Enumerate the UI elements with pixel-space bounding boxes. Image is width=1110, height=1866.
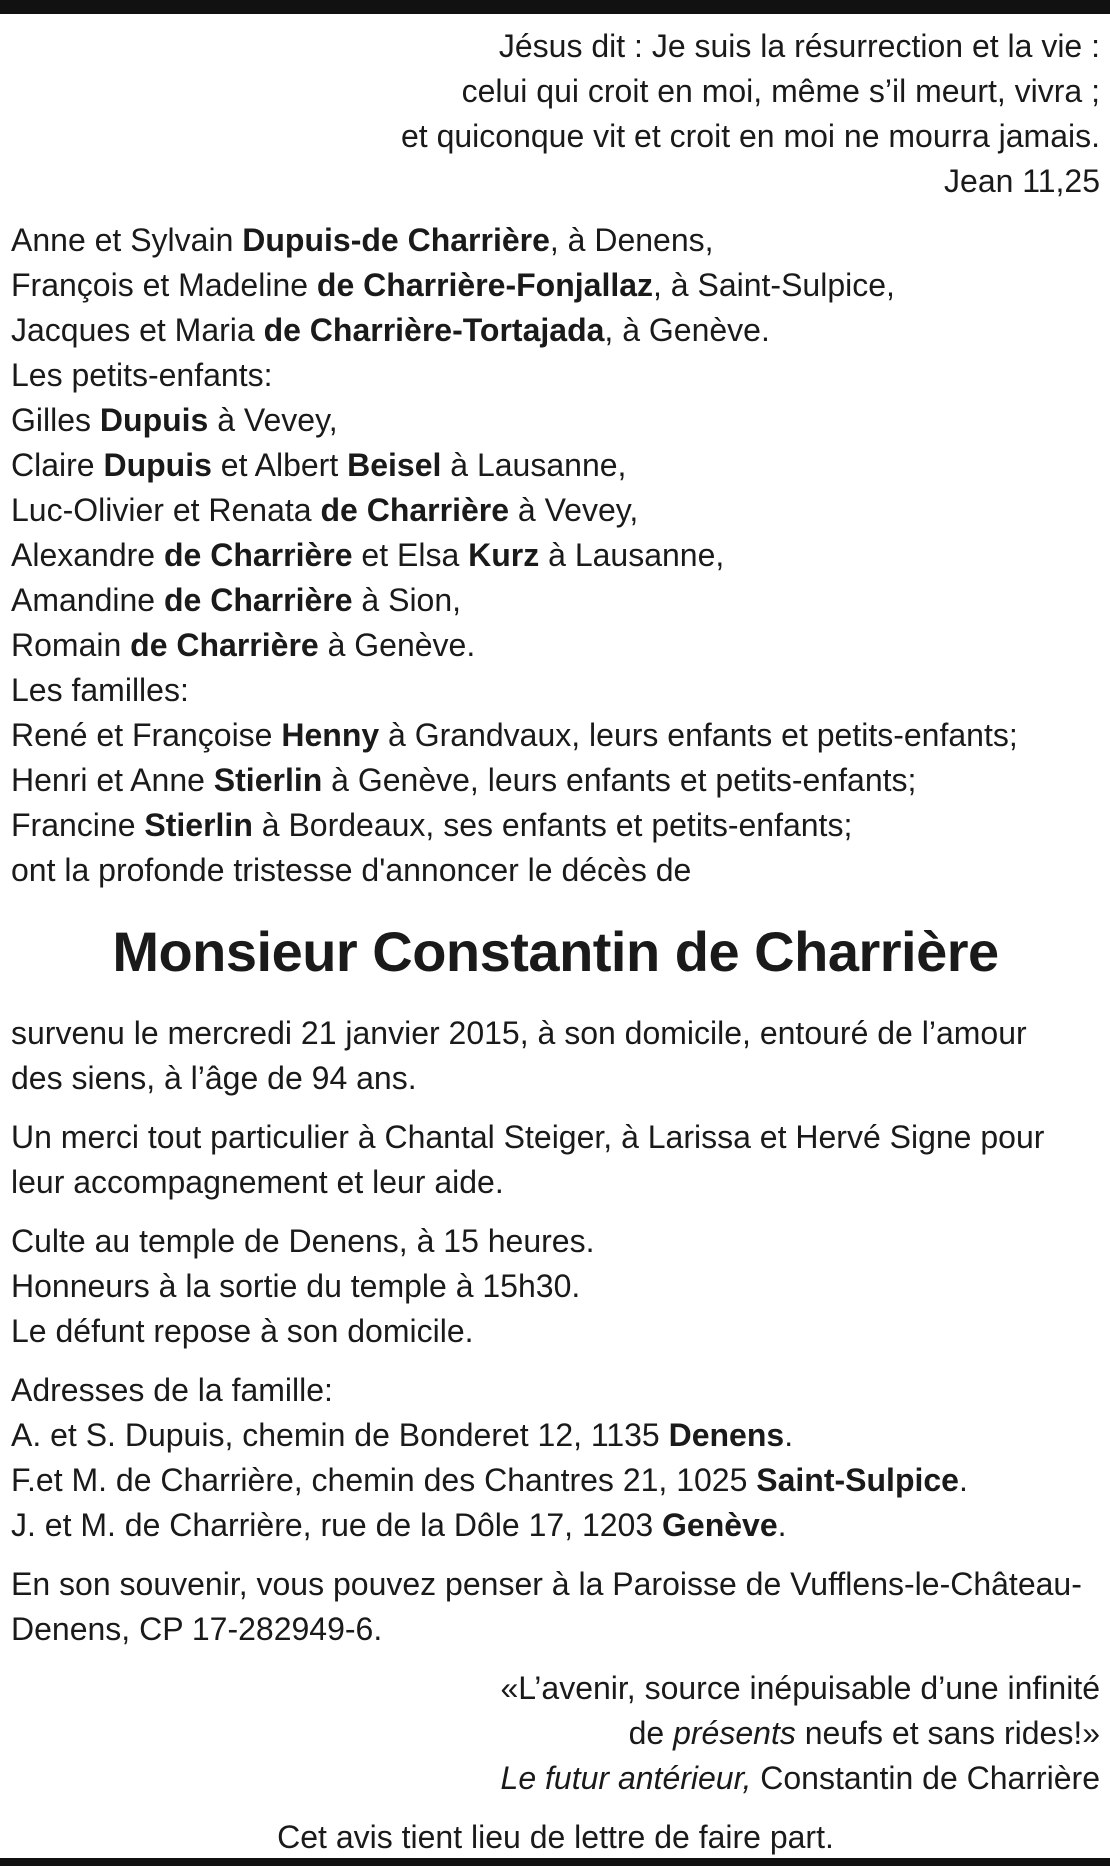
surname: Stierlin (144, 807, 253, 843)
given-names: Francine (11, 807, 145, 843)
location: à Genève. (318, 627, 476, 663)
punctuation: . (958, 1462, 968, 1498)
paragraph-line: Denens, CP 17-282949-6. (11, 1611, 383, 1647)
paragraph-line: En son souvenir, vous pouvez penser à la Paroisse de Vufflens-le-Château- (11, 1566, 1082, 1602)
punctuation: . (777, 1507, 787, 1543)
partner-surname: Kurz (468, 537, 540, 573)
family-line (11, 218, 1100, 263)
family-given-names: Jacques et Maria (11, 312, 264, 348)
location: à Lausanne, (441, 447, 627, 483)
closing-quote (11, 1666, 1100, 1801)
city: Saint-Sulpice (756, 1462, 959, 1498)
location: à Sion, (352, 582, 462, 618)
given-name: Luc-Olivier et Renata (11, 492, 321, 528)
street-address: F.et M. de Charrière, chemin des Chantres 21, 1025 (11, 1462, 757, 1498)
epigraph (11, 24, 1100, 204)
extended-family-line (11, 758, 1100, 803)
paragraph-line: Un merci tout particulier à Chantal Steiger, à Larissa et Hervé Signe pour (11, 1119, 1045, 1155)
grandchild-line (11, 488, 1100, 533)
family-surname: de Charrière-Fonjallaz (316, 267, 654, 303)
epigraph-reference: Jean 11,25 (944, 163, 1100, 199)
bottom-rule (0, 1858, 1110, 1866)
obituary-notice (11, 24, 1100, 1860)
family-location: , à Saint-Sulpice, (653, 267, 895, 303)
address-line (11, 1413, 1100, 1458)
city: Genève (662, 1507, 778, 1543)
partner-given-name: et Elsa (352, 537, 469, 573)
extended-family-line (11, 713, 1100, 758)
family-line (11, 308, 1100, 353)
given-name: Claire (11, 447, 104, 483)
paragraph-line: Le défunt repose à son domicile. (11, 1313, 474, 1349)
paragraph-line: Culte au temple de Denens, à 15 heures. (11, 1223, 595, 1259)
location: à Bordeaux, ses enfants et petits-enfants; (252, 807, 853, 843)
service-info (11, 1219, 1100, 1354)
epigraph-line: Jésus dit : Je suis la résurrection et la vie : (498, 28, 1100, 64)
family-surname: de Charrière-Tortajada (263, 312, 605, 348)
address-line (11, 1458, 1100, 1503)
family-location: , à Genève. (604, 312, 770, 348)
given-names: Henri et Anne (11, 762, 214, 798)
grandchild-line (11, 398, 1100, 443)
partner-given-name: et Albert (211, 447, 348, 483)
grandchild-line (11, 533, 1100, 578)
given-names: René et Françoise (11, 717, 282, 753)
given-name: Alexandre (11, 537, 164, 573)
paragraph-line: survenu le mercredi 21 janvier 2015, à son domicile, entouré de l’amour (11, 1015, 1027, 1051)
surname: de Charrière (130, 627, 319, 663)
footer-note: Cet avis tient lieu de lettre de faire part. (277, 1819, 834, 1855)
quote-line (11, 1711, 1100, 1756)
top-rule (0, 0, 1110, 14)
address-line (11, 1503, 1100, 1548)
addresses-label: Adresses de la famille: (11, 1372, 333, 1408)
surname: Dupuis (99, 402, 209, 438)
deceased-name: Monsieur Constantin de Charrière (112, 920, 999, 983)
partner-surname: Beisel (347, 447, 442, 483)
quote-text: neufs et sans rides!» (795, 1715, 1100, 1751)
given-name: Amandine (11, 582, 164, 618)
punctuation: . (784, 1417, 794, 1453)
paragraph-line: leur accompagnement et leur aide. (11, 1164, 504, 1200)
thanks-paragraph (11, 1115, 1100, 1205)
quote-text: de (628, 1715, 674, 1751)
family-list (11, 218, 1100, 893)
street-address: J. et M. de Charrière, rue de la Dôle 17, 1203 (11, 1507, 663, 1543)
family-given-names: François et Madeline (11, 267, 317, 303)
surname: de Charrière (163, 582, 353, 618)
family-addresses (11, 1368, 1100, 1548)
given-name: Romain (11, 627, 131, 663)
street-address: A. et S. Dupuis, chemin de Bonderet 12, 1135 (11, 1417, 669, 1453)
location: à Lausanne, (539, 537, 725, 573)
city: Denens (668, 1417, 785, 1453)
grandchildren-label: Les petits-enfants: (11, 357, 273, 393)
grandchild-line (11, 443, 1100, 488)
families-label: Les familles: (11, 672, 189, 708)
quote-attribution (11, 1756, 1100, 1801)
given-name: Gilles (11, 402, 100, 438)
memorial-donation (11, 1562, 1100, 1652)
book-title: Le futur antérieur, (500, 1760, 752, 1796)
surname: Henny (281, 717, 380, 753)
family-given-names: Anne et Sylvain (11, 222, 243, 258)
paragraph-line: des siens, à l’âge de 94 ans. (11, 1060, 417, 1096)
death-details (11, 1011, 1100, 1101)
epigraph-line: et quiconque vit et croit en moi ne mourra jamais. (401, 118, 1100, 154)
paragraph-line: Honneurs à la sortie du temple à 15h30. (11, 1268, 581, 1304)
location: à Vevey, (208, 402, 338, 438)
family-line (11, 263, 1100, 308)
grandchild-line (11, 578, 1100, 623)
quote-emphasis: présents (673, 1715, 796, 1751)
family-surname: Dupuis-de Charrière (242, 222, 550, 258)
extended-family-line (11, 803, 1100, 848)
surname: de Charrière (320, 492, 509, 528)
quote-line: «L’avenir, source inépuisable d’une infinité (500, 1670, 1100, 1706)
surname: Dupuis (103, 447, 212, 483)
surname: de Charrière (163, 537, 353, 573)
author-name: Constantin de Charrière (751, 1760, 1100, 1796)
location: à Genève, leurs enfants et petits-enfants; (322, 762, 917, 798)
family-location: , à Denens, (549, 222, 714, 258)
announcement-line: ont la profonde tristesse d'annoncer le décès de (11, 852, 692, 888)
location: à Grandvaux, leurs enfants et petits-enfants; (379, 717, 1018, 753)
location: à Vevey, (509, 492, 639, 528)
grandchild-line (11, 623, 1100, 668)
surname: Stierlin (213, 762, 323, 798)
epigraph-line: celui qui croit en moi, même s’il meurt, vivra ; (461, 73, 1100, 109)
